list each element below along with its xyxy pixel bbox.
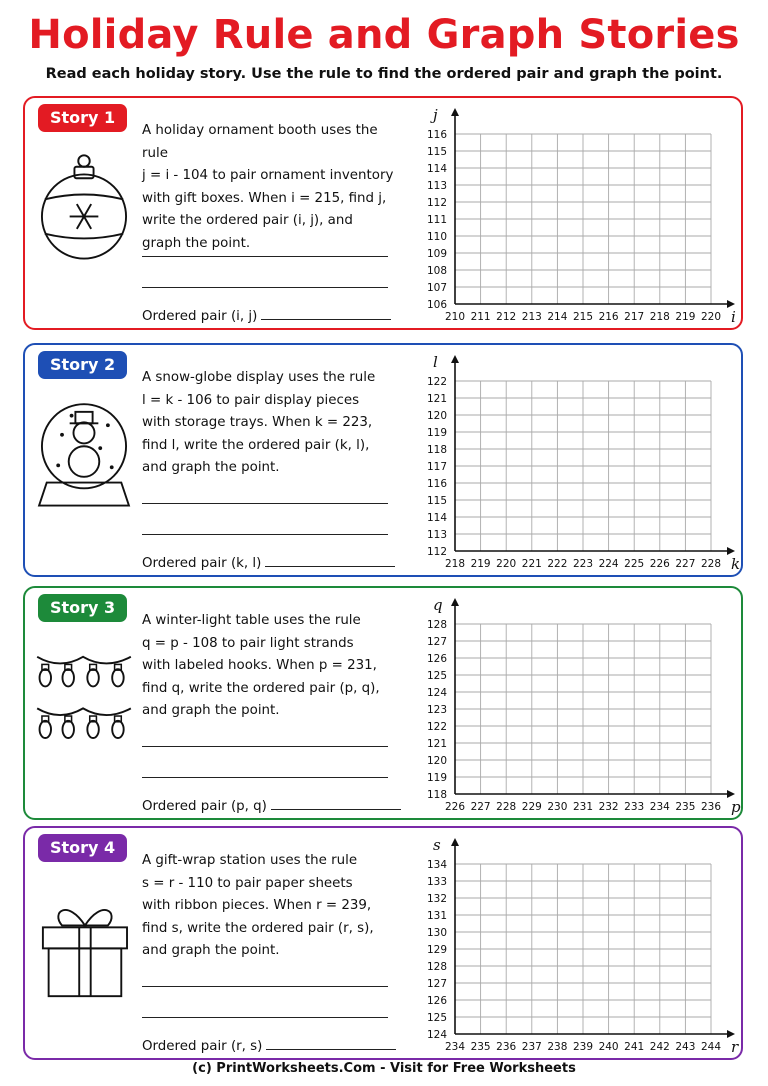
y-tick-label: 129 <box>426 944 447 956</box>
y-axis-label: l <box>433 353 438 371</box>
y-tick-label: 126 <box>426 995 447 1007</box>
x-tick-label: 224 <box>598 558 619 570</box>
x-tick-label: 235 <box>470 1041 491 1053</box>
x-tick-label: 220 <box>496 558 517 570</box>
ornament-icon <box>31 140 137 270</box>
coordinate-graph[interactable] <box>403 828 743 1058</box>
graph-grid <box>455 134 711 304</box>
story-text <box>142 850 402 963</box>
ordered-pair-blank[interactable] <box>261 307 391 320</box>
story-text-line: graph the point. <box>142 235 251 251</box>
y-tick-label: 120 <box>426 755 447 767</box>
story-badge: Story 1 <box>38 104 127 132</box>
x-tick-label: 228 <box>700 558 722 570</box>
x-tick-label: 218 <box>649 311 670 323</box>
story-text <box>142 610 402 723</box>
ordered-pair-blank[interactable] <box>265 554 395 567</box>
x-tick-label: 213 <box>521 311 542 323</box>
story-text-line: and graph the point. <box>142 703 280 719</box>
ordered-pair-label: Ordered pair (p, q) <box>142 799 267 814</box>
answer-line[interactable] <box>142 287 388 288</box>
y-tick-label: 128 <box>426 619 447 631</box>
story-text-line: write the ordered pair (i, j), and <box>142 213 353 229</box>
y-tick-label: 128 <box>426 961 447 973</box>
x-tick-label: 222 <box>547 558 568 570</box>
y-axis-arrow <box>451 598 459 606</box>
x-tick-label: 239 <box>572 1041 594 1053</box>
x-tick-label: 244 <box>700 1041 722 1053</box>
x-tick-label: 231 <box>572 801 594 813</box>
x-tick-label: 225 <box>624 558 645 570</box>
answer-line[interactable] <box>142 503 388 504</box>
y-tick-label: 122 <box>426 376 447 388</box>
y-tick-label: 109 <box>426 248 447 260</box>
answer-line[interactable] <box>142 986 388 987</box>
y-tick-label: 133 <box>426 876 447 888</box>
x-tick-label: 236 <box>496 1041 517 1053</box>
story-text-line: with labeled hooks. When p = 231, <box>142 658 377 674</box>
story-text <box>142 367 402 480</box>
y-tick-label: 134 <box>426 859 447 871</box>
story-card <box>23 826 743 1060</box>
coordinate-graph[interactable] <box>403 588 743 818</box>
ordered-pair-row <box>142 797 401 814</box>
graph-grid <box>455 864 711 1034</box>
y-tick-label: 126 <box>426 653 447 665</box>
x-tick-label: 226 <box>444 801 466 813</box>
y-tick-label: 114 <box>426 163 447 175</box>
x-tick-label: 210 <box>444 311 466 323</box>
x-tick-label: 227 <box>675 558 696 570</box>
x-tick-label: 242 <box>649 1041 670 1053</box>
y-tick-label: 122 <box>426 721 447 733</box>
y-tick-label: 115 <box>426 146 447 158</box>
x-tick-label: 226 <box>649 558 670 570</box>
story-badge: Story 2 <box>38 351 127 379</box>
x-tick-label: 236 <box>700 801 722 813</box>
y-tick-label: 107 <box>426 282 447 294</box>
y-tick-label: 127 <box>426 636 447 648</box>
y-tick-label: 112 <box>426 197 447 209</box>
y-tick-label: 106 <box>426 299 447 311</box>
ordered-pair-row <box>142 307 391 324</box>
x-axis-label: r <box>731 1038 739 1056</box>
page-footer: (c) PrintWorksheets.Com - Visit for Free Worksheets <box>192 1061 576 1076</box>
story-text-line: and graph the point. <box>142 460 280 476</box>
x-tick-label: 238 <box>547 1041 568 1053</box>
ordered-pair-row <box>142 554 395 571</box>
snow-globe-icon <box>31 387 137 517</box>
answer-line[interactable] <box>142 534 388 535</box>
y-tick-label: 121 <box>426 393 447 405</box>
y-tick-label: 116 <box>426 129 447 141</box>
y-tick-label: 132 <box>426 893 447 905</box>
x-tick-label: 228 <box>496 801 517 813</box>
x-tick-label: 240 <box>598 1041 619 1053</box>
coordinate-graph[interactable] <box>403 345 743 575</box>
y-tick-label: 108 <box>426 265 447 277</box>
x-tick-label: 235 <box>675 801 696 813</box>
y-tick-label: 112 <box>426 546 447 558</box>
y-tick-label: 110 <box>426 231 447 243</box>
story-card <box>23 96 743 330</box>
ordered-pair-blank[interactable] <box>266 1037 396 1050</box>
story-text-line: A holiday ornament booth uses the rule <box>142 123 378 161</box>
page-instructions: Read each holiday story. Use the rule to find the ordered pair and graph the point. <box>45 66 723 82</box>
y-axis-label: s <box>433 836 441 854</box>
coordinate-graph[interactable] <box>403 98 743 328</box>
y-tick-label: 121 <box>426 738 447 750</box>
x-tick-label: 215 <box>572 311 594 323</box>
story-badge: Story 3 <box>38 594 127 622</box>
y-tick-label: 124 <box>426 687 447 699</box>
y-tick-label: 119 <box>426 427 447 439</box>
x-tick-label: 216 <box>598 311 619 323</box>
graph-grid <box>455 624 711 794</box>
y-tick-label: 131 <box>426 910 447 922</box>
answer-line[interactable] <box>142 256 388 257</box>
y-tick-label: 124 <box>426 1029 447 1041</box>
story-card <box>23 343 743 577</box>
x-axis-arrow <box>727 547 735 555</box>
x-axis-arrow <box>727 1030 735 1038</box>
story-text-line: find s, write the ordered pair (r, s), <box>142 920 374 936</box>
answer-line[interactable] <box>142 1017 388 1018</box>
y-axis-label: q <box>433 596 443 614</box>
ordered-pair-blank[interactable] <box>271 797 401 810</box>
story-text-line: q = p - 108 to pair light strands <box>142 635 354 651</box>
y-tick-label: 117 <box>426 461 447 473</box>
y-tick-label: 123 <box>426 704 447 716</box>
story-text-line: s = r - 110 to pair paper sheets <box>142 875 353 891</box>
story-text-line: A snow-globe display uses the rule <box>142 370 376 385</box>
y-axis-arrow <box>451 108 459 116</box>
x-tick-label: 233 <box>624 801 645 813</box>
page-title: Holiday Rule and Graph Stories <box>28 12 740 58</box>
x-axis-arrow <box>727 300 735 308</box>
story-text-line: find l, write the ordered pair (k, l), <box>142 437 370 453</box>
y-axis-arrow <box>451 355 459 363</box>
ordered-pair-label: Ordered pair (i, j) <box>142 309 258 324</box>
x-tick-label: 218 <box>444 558 466 570</box>
x-tick-label: 234 <box>444 1041 466 1053</box>
y-tick-label: 111 <box>426 214 447 226</box>
y-tick-label: 113 <box>426 529 447 541</box>
story-text-line: and graph the point. <box>142 943 280 959</box>
x-tick-label: 230 <box>547 801 568 813</box>
answer-line[interactable] <box>142 746 388 747</box>
x-tick-label: 229 <box>521 801 542 813</box>
y-tick-label: 120 <box>426 410 447 422</box>
x-tick-label: 211 <box>470 311 491 323</box>
x-tick-label: 243 <box>675 1041 696 1053</box>
story-text-line: A winter-light table uses the rule <box>142 613 361 628</box>
x-tick-label: 241 <box>624 1041 645 1053</box>
y-tick-label: 118 <box>426 789 447 801</box>
x-tick-label: 237 <box>521 1041 542 1053</box>
y-axis-label: j <box>433 106 438 124</box>
x-tick-label: 217 <box>624 311 645 323</box>
y-tick-label: 115 <box>426 495 447 507</box>
ordered-pair-label: Ordered pair (r, s) <box>142 1039 263 1054</box>
answer-line[interactable] <box>142 777 388 778</box>
x-axis-label: k <box>731 555 741 573</box>
x-tick-label: 234 <box>649 801 670 813</box>
x-axis-arrow <box>727 790 735 798</box>
story-text-line: with ribbon pieces. When r = 239, <box>142 898 372 914</box>
ordered-pair-row <box>142 1037 396 1054</box>
story-card <box>23 586 743 820</box>
x-tick-label: 220 <box>700 311 722 323</box>
x-axis-label: i <box>731 308 736 326</box>
y-tick-label: 118 <box>426 444 447 456</box>
y-tick-label: 114 <box>426 512 447 524</box>
x-tick-label: 212 <box>496 311 517 323</box>
story-text-line: find q, write the ordered pair (p, q), <box>142 680 380 696</box>
x-tick-label: 219 <box>675 311 696 323</box>
story-text-line: j = i - 104 to pair ornament inventory <box>142 168 394 184</box>
x-axis-label: p <box>731 798 741 816</box>
gift-box-icon <box>31 870 137 1000</box>
story-text-line: with gift boxes. When i = 215, find j, <box>142 190 387 206</box>
y-tick-label: 113 <box>426 180 447 192</box>
x-tick-label: 221 <box>521 558 542 570</box>
y-tick-label: 127 <box>426 978 447 990</box>
x-tick-label: 227 <box>470 801 491 813</box>
story-text-line: l = k - 106 to pair display pieces <box>142 392 360 408</box>
y-tick-label: 119 <box>426 772 447 784</box>
y-tick-label: 125 <box>426 670 447 682</box>
string-lights-icon <box>31 630 137 760</box>
x-tick-label: 214 <box>547 311 568 323</box>
story-text <box>142 120 402 256</box>
x-tick-label: 219 <box>470 558 491 570</box>
story-badge: Story 4 <box>38 834 127 862</box>
story-text-line: with storage trays. When k = 223, <box>142 415 373 431</box>
graph-grid <box>455 381 711 551</box>
y-tick-label: 116 <box>426 478 447 490</box>
x-tick-label: 223 <box>572 558 594 570</box>
y-axis-arrow <box>451 838 459 846</box>
ordered-pair-label: Ordered pair (k, l) <box>142 556 262 571</box>
y-tick-label: 125 <box>426 1012 447 1024</box>
story-text-line: A gift-wrap station uses the rule <box>142 853 358 868</box>
x-tick-label: 232 <box>598 801 619 813</box>
y-tick-label: 130 <box>426 927 447 939</box>
